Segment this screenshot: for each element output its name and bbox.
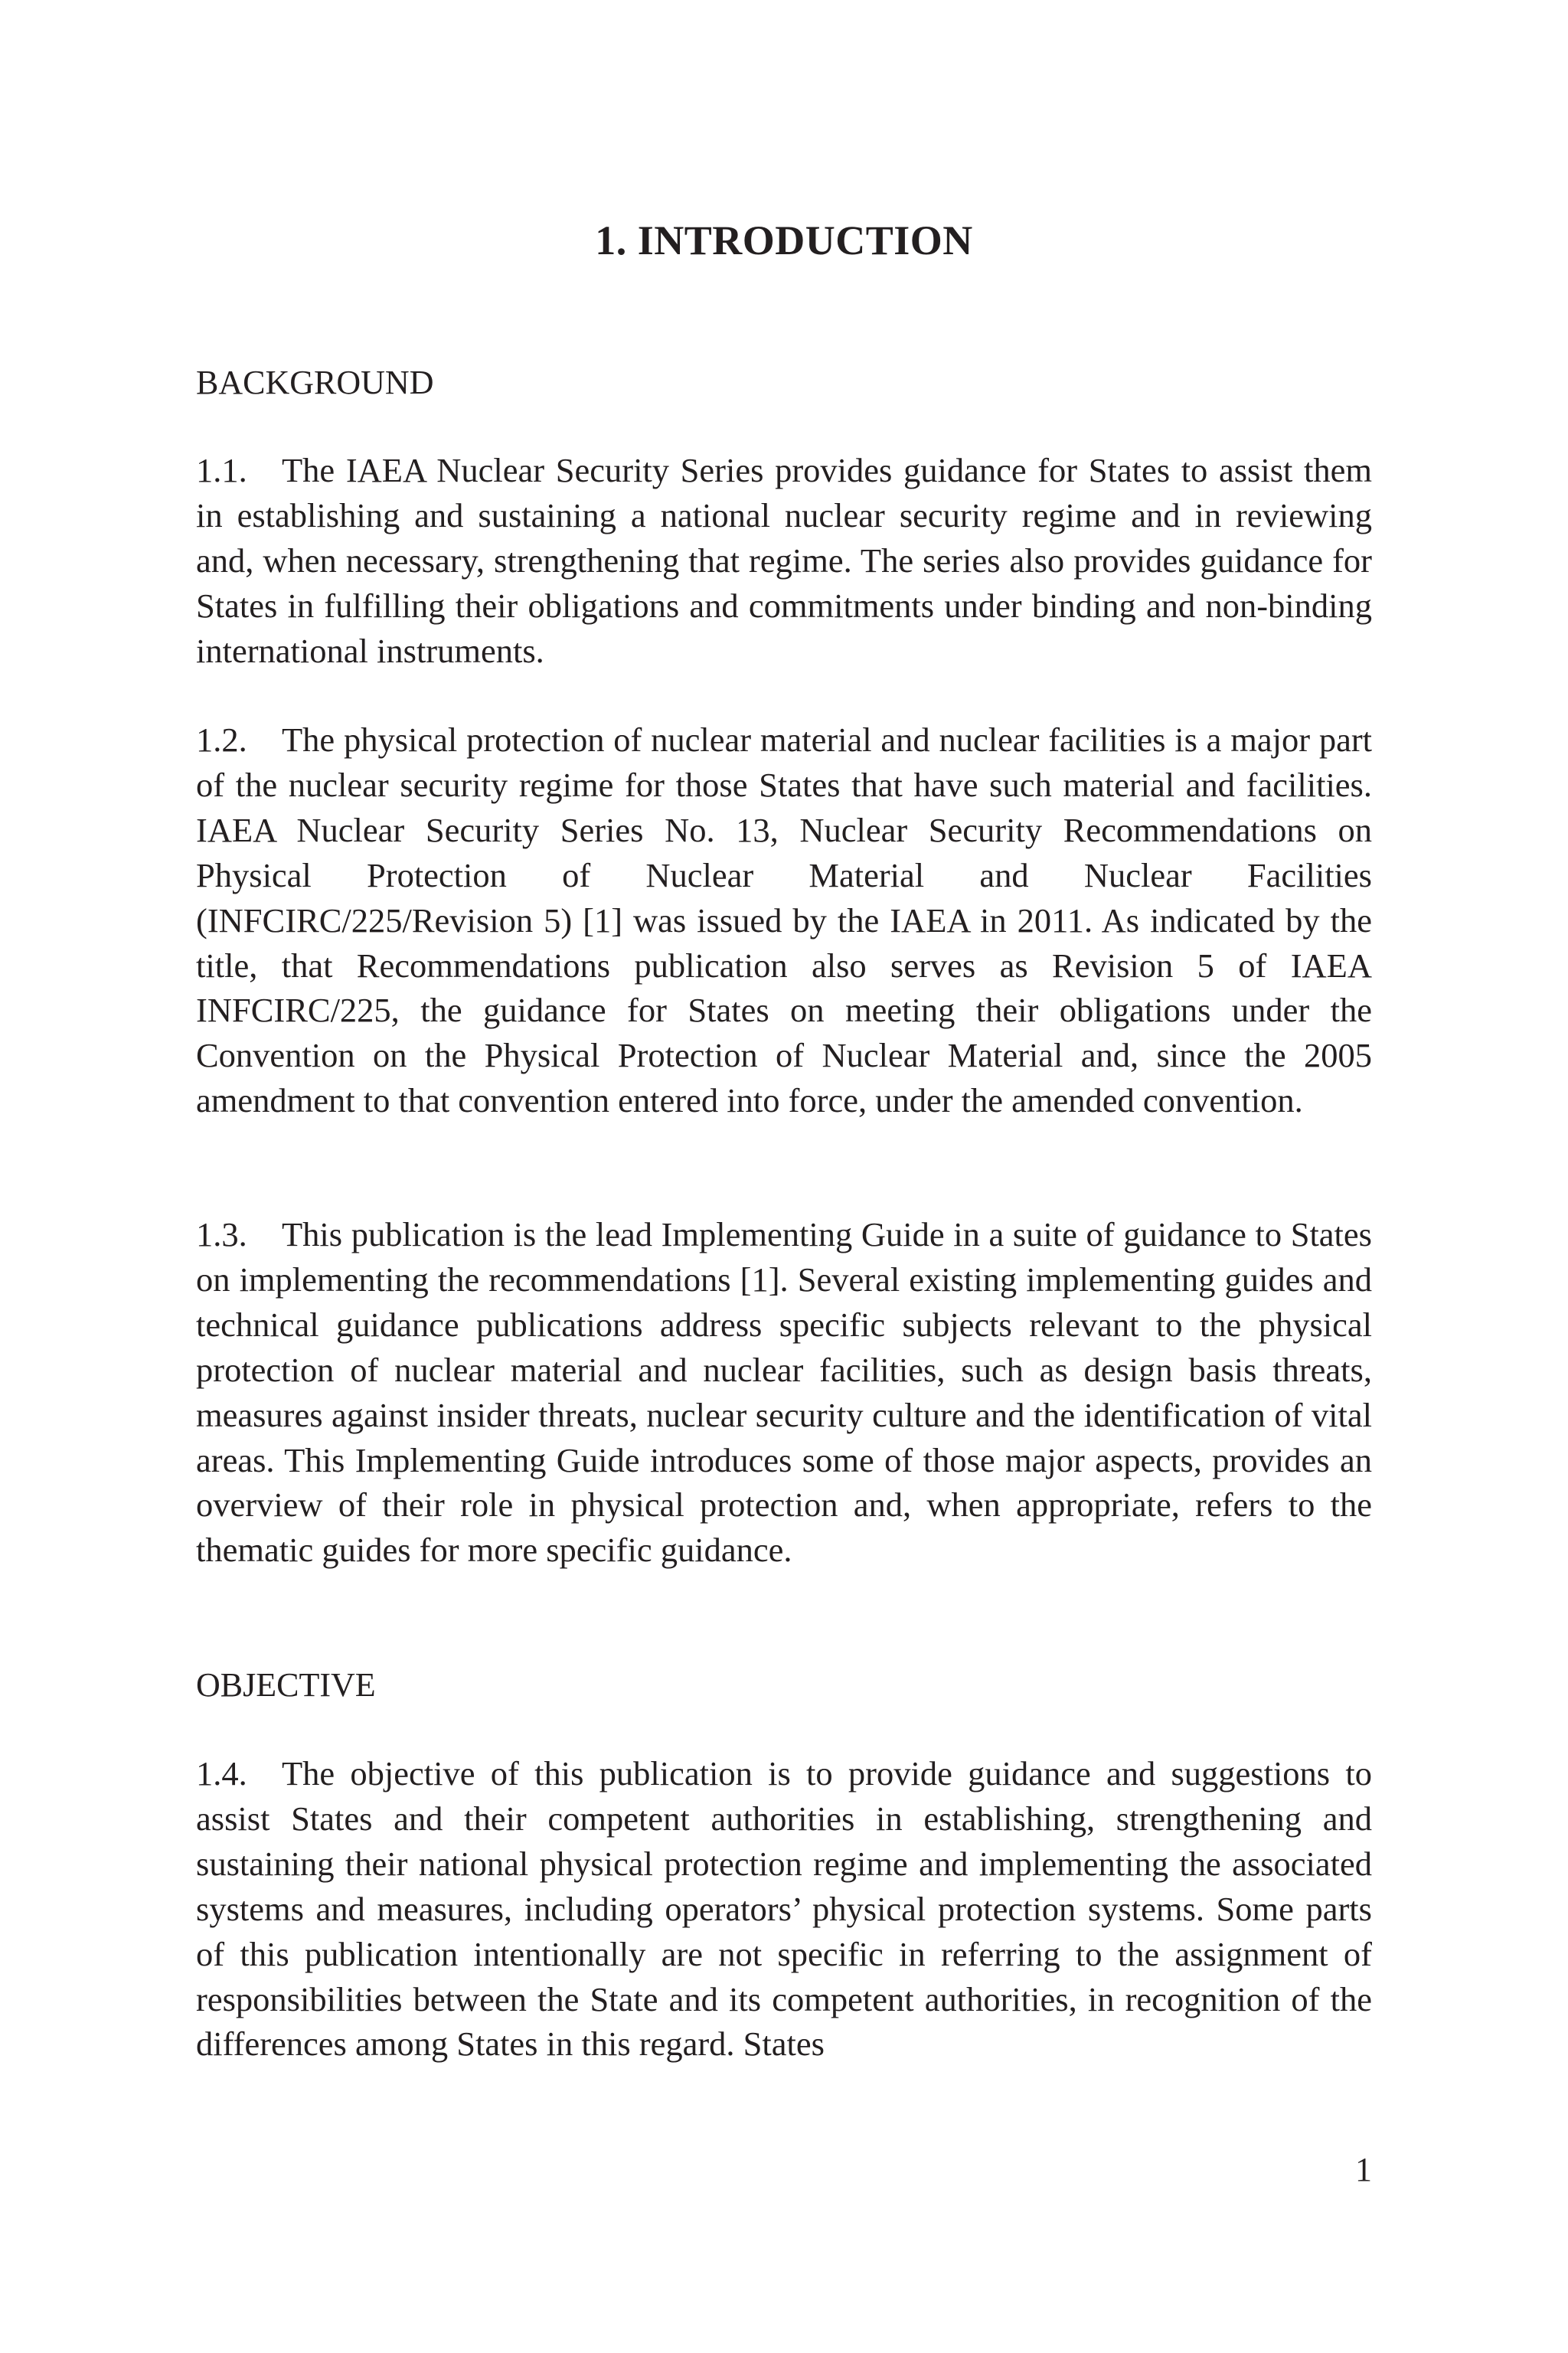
paragraph-number: 1.1. (196, 451, 247, 489)
paragraph-text: This publication is the lead Implementing Guide in a suite of guidance to States on implementing the recommendations [1]. Several existing implementing guides and technical guidance publications address specific subjects relevant to the physical protection of nuclear material and nuclear facilities, such as design basis threats, measures against insider threats, nuclear security culture and the identification of vital areas. This Implementing Guide introduces some of those major aspects, provides an overview of their role in physical protection and, when appropriate, refers to the thematic guides for more specific guidance. (196, 1215, 1372, 1570)
page-number: 1 (1355, 2151, 1372, 2188)
paragraph-1-3 (196, 1212, 1372, 1573)
section-heading-background: BACKGROUND (196, 364, 434, 401)
paragraph-number: 1.2. (196, 721, 247, 759)
chapter-title: 1. INTRODUCTION (595, 217, 973, 263)
paragraph-number: 1.3. (196, 1215, 247, 1253)
paragraph-1-1 (196, 448, 1372, 674)
paragraph-text: The physical protection of nuclear material and nuclear facilities is a major part of the nuclear security regime for those States that have such material and facilities. IAEA Nuclear Security Series No. 13, Nuclear Security Recommendations on Physical Protection of Nuclear Material and Nuclear Facilities (INFCIRC/225/Revision 5) [1] was issued by the IAEA in 2011. As indicated by the title, that Recommendations publication also serves as Revision 5 of IAEA INFCIRC/225, the guidance for States on meeting their obligations under the Convention on the Physical Protection of Nuclear Material and, since the 2005 amendment to that convention entered into force, under the amended convention. (196, 721, 1372, 1120)
paragraph-1-2 (196, 717, 1372, 1123)
section-heading-objective: OBJECTIVE (196, 1666, 376, 1704)
paragraph-text: The IAEA Nuclear Security Series provides guidance for States to assist them in establishing and sustaining a national nuclear security regime and in reviewing and, when necessary, strengthening that regime. The series also provides guidance for States in fulfilling their obligations and commitments under binding and non-binding international instruments. (196, 451, 1372, 670)
paragraph-text: The objective of this publication is to provide guidance and suggestions to assist States and their competent authorities in establishing, strengthening and sustaining their national physical protection regime and implementing the associated systems and measures, including operators’ physical protection systems. Some parts of this publication intentionally are not specific in referring to the assignment of responsibilities between the State and its competent authorities, in recognition of the differences among States in this regard. States (196, 1754, 1372, 2064)
paragraph-1-4 (196, 1751, 1372, 2067)
paragraph-number: 1.4. (196, 1754, 247, 1793)
